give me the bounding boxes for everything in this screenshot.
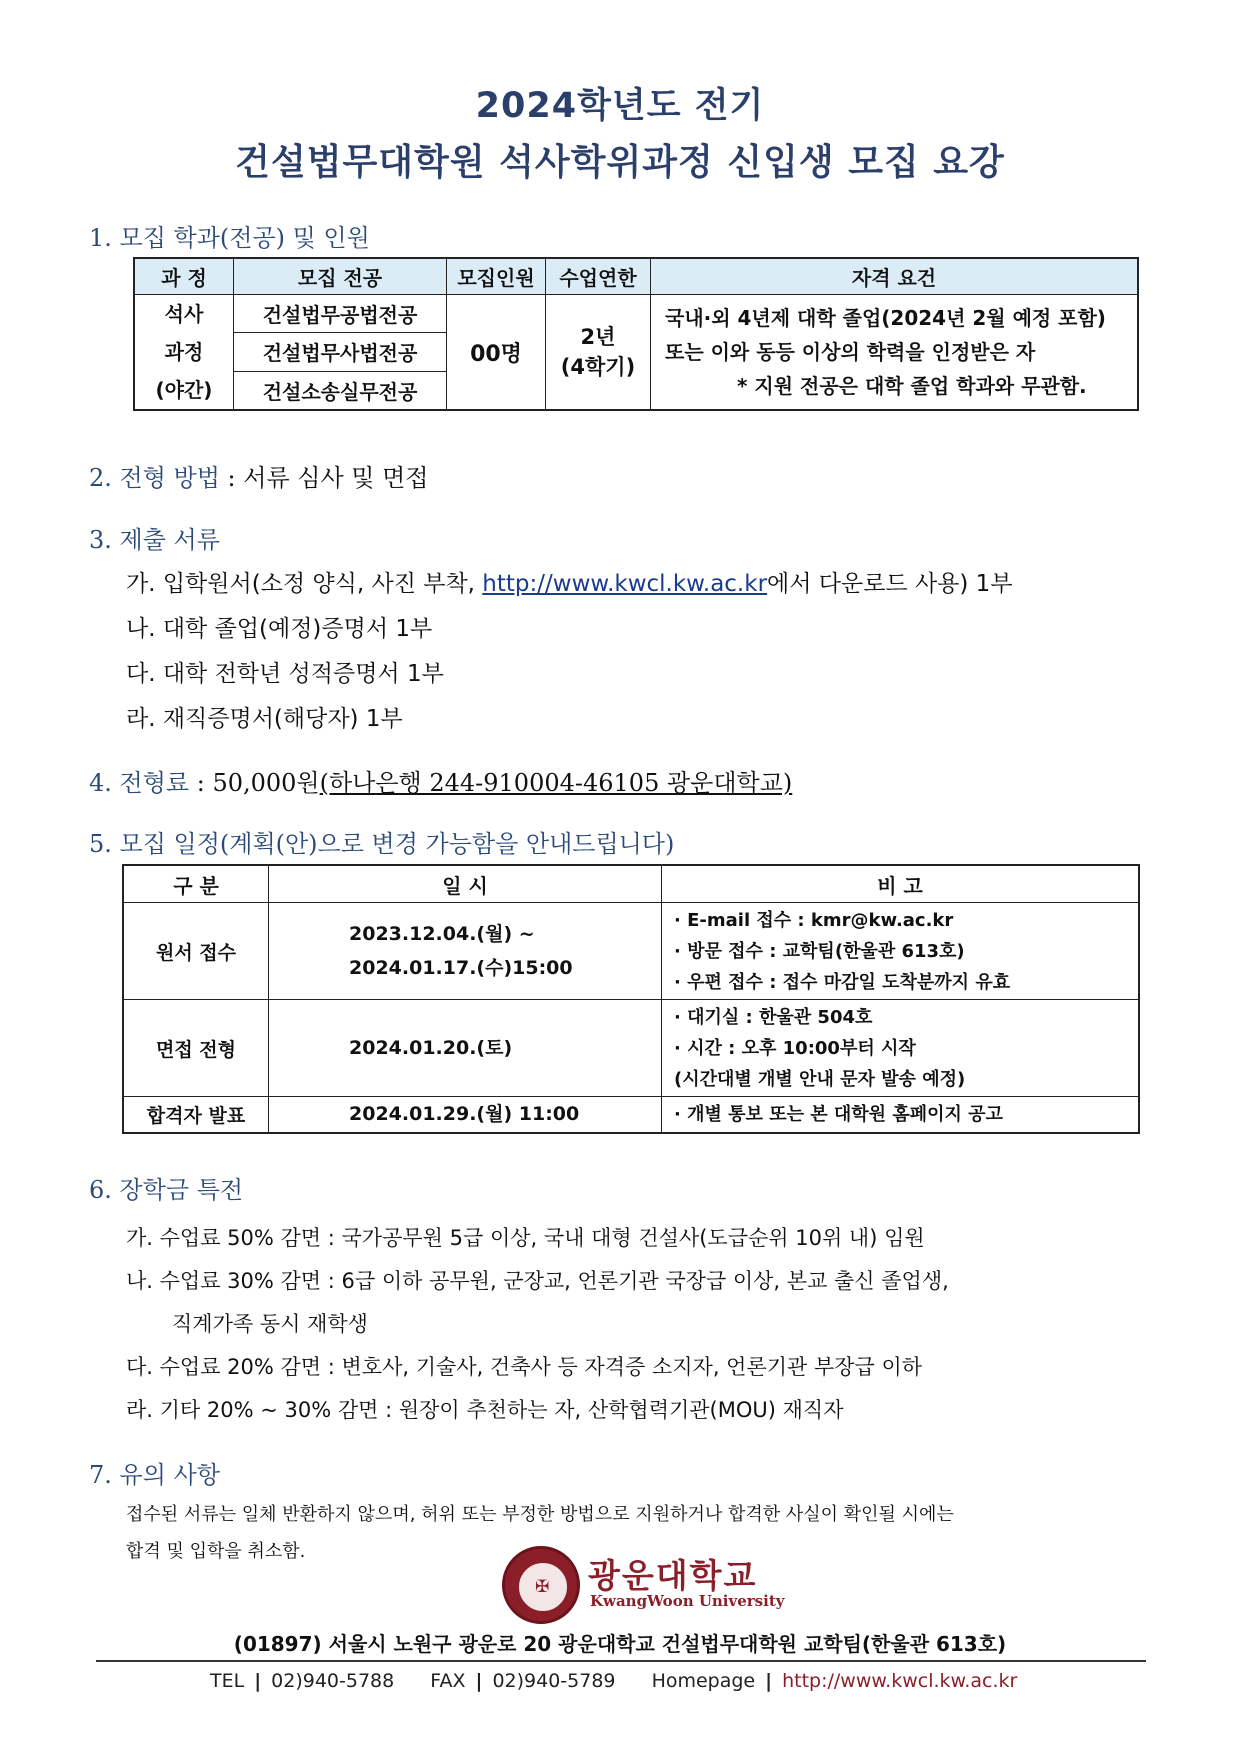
course-line: 석사 <box>164 302 204 326</box>
header-duration: 수업연한 <box>546 258 651 295</box>
course-cell <box>134 295 234 411</box>
section-1-heading: 1. 모집 학과(전공) 및 인원 <box>89 224 370 252</box>
scholarship-na: 나. 수업료 30% 감면 : 6급 이하 공무원, 군장교, 언론기관 국장급 이상, 본교 출신 졸업생, <box>126 1269 949 1293</box>
schedule-notes <box>662 1097 1140 1133</box>
document-item-ga <box>126 565 1013 598</box>
schedule-date-line: 2024.01.29.(월) 11:00 <box>349 1103 580 1126</box>
footer-address: (01897) 서울시 노원구 광운로 20 광운대학교 건설법무대학원 교학팀(한울관 613호) <box>233 1632 1007 1656</box>
schedule-notes <box>662 903 1140 1000</box>
schedule-date <box>269 1097 662 1133</box>
requirement-line: 국내·외 4년제 대학 졸업(2024년 2월 예정 포함) <box>665 306 1106 330</box>
header-quota: 모집인원 <box>447 258 546 295</box>
major-cell: 건설법무사법전공 <box>234 333 447 371</box>
homepage-label: Homepage <box>651 1670 756 1692</box>
course-line: 과정 <box>164 340 204 364</box>
schedule-table <box>122 864 1140 1134</box>
section-2-value: : 서류 심사 및 면접 <box>227 464 429 492</box>
section-7-heading: 7. 유의 사항 <box>89 1461 220 1489</box>
homepage-link[interactable]: http://www.kwcl.kw.ac.kr <box>782 1670 1018 1692</box>
document-item-ra: 라. 재직증명서(해당자) 1부 <box>126 706 403 732</box>
quota-cell: 00명 <box>447 295 546 411</box>
footer-contact: TEL | 02)940-5788 FAX | 02)940-5789 Homepage | http://www.kwcl.kw.ac.kr <box>210 1670 1018 1692</box>
schedule-note: · E-mail 접수 : kmr@kw.ac.kr <box>674 909 954 931</box>
section-5-heading: 5. 모집 일정(계획(안)으로 변경 가능함을 안내드립니다) <box>89 830 675 858</box>
section-6-heading: 6. 장학금 특전 <box>89 1176 244 1204</box>
schedule-note: · 우편 접수 : 접수 마감일 도착분까지 유효 <box>674 971 1011 993</box>
scholarship-ga: 가. 수업료 50% 감면 : 국가공무원 5급 이상, 국내 대형 건설사(도급순위 10위 내) 임원 <box>126 1226 925 1250</box>
fax-label: FAX <box>430 1670 466 1692</box>
section-4-heading <box>89 763 792 798</box>
major-cell: 건설법무공법전공 <box>234 295 447 333</box>
title-line-2: 건설법무대학원 석사학위과정 신입생 모집 요강 <box>235 142 1005 183</box>
fax-number: 02)940-5789 <box>492 1670 616 1692</box>
schedule-header-date: 일 시 <box>269 865 662 903</box>
schedule-date-line: 2024.01.20.(토) <box>349 1037 513 1059</box>
footer-divider <box>96 1660 1146 1662</box>
schedule-date-line: 2024.01.17.(수)15:00 <box>349 957 573 979</box>
header-course: 과 정 <box>134 258 234 295</box>
section-2-label: 2. 전형 방법 <box>89 464 220 492</box>
schedule-category: 면접 전형 <box>123 1000 269 1097</box>
document-ga-text: 에서 다운로드 사용) 1부 <box>767 571 1013 597</box>
tel-number: 02)940-5788 <box>271 1670 395 1692</box>
download-link[interactable]: http://www.kwcl.kw.ac.kr <box>482 571 768 597</box>
schedule-date <box>269 1000 662 1097</box>
document-item-na: 나. 대학 졸업(예정)증명서 1부 <box>126 616 433 642</box>
section-2-heading <box>89 458 428 493</box>
tel-label: TEL <box>210 1670 245 1692</box>
document-item-da: 다. 대학 전학년 성적증명서 1부 <box>126 661 444 687</box>
scholarship-da: 다. 수업료 20% 감면 : 변호사, 기술사, 건축사 등 자격증 소지자, 언론기관 부장급 이하 <box>126 1355 923 1379</box>
schedule-date-line: 2023.12.04.(월) ~ <box>349 923 535 945</box>
section-4-value: : 50,000원 <box>196 769 320 797</box>
schedule-header-notes: 비 고 <box>662 865 1140 903</box>
duration-line: (4학기) <box>560 355 636 379</box>
header-requirements: 자격 요건 <box>651 258 1139 295</box>
title-line-1: 2024학년도 전기 <box>475 86 765 126</box>
university-name-ko: 광운대학교 <box>588 1556 758 1595</box>
university-name-en: KwangWoon University <box>590 1592 785 1610</box>
requirement-note: * 지원 전공은 대학 졸업 학과와 무관함. <box>737 374 1087 398</box>
header-major: 모집 전공 <box>234 258 447 295</box>
university-seal-icon: ✠ <box>502 1546 580 1624</box>
majors-table <box>133 257 1139 411</box>
notice-line-2: 합격 및 입학을 취소함. <box>126 1541 306 1562</box>
schedule-header-category: 구 분 <box>123 865 269 903</box>
section-3-heading: 3. 제출 서류 <box>89 526 220 554</box>
schedule-category: 합격자 발표 <box>123 1097 269 1133</box>
schedule-note: (시간대별 개별 안내 문자 발송 예정) <box>674 1068 966 1090</box>
duration-cell <box>546 295 651 411</box>
schedule-note: · 시간 : 오후 10:00부터 시작 <box>674 1037 916 1059</box>
duration-line: 2년 <box>580 325 616 349</box>
document-ga-text: 가. 입학원서(소정 양식, 사진 부착, <box>126 571 483 597</box>
section-4-label: 4. 전형료 <box>89 769 190 797</box>
requirements-cell <box>651 295 1139 411</box>
schedule-note: · 개별 통보 또는 본 대학원 홈페이지 공고 <box>674 1103 1003 1125</box>
schedule-category: 원서 접수 <box>123 903 269 1000</box>
schedule-notes <box>662 1000 1140 1097</box>
scholarship-ra: 라. 기타 20% ~ 30% 감면 : 원장이 추천하는 자, 산학협력기관(MOU) 재직자 <box>126 1398 844 1422</box>
schedule-date <box>269 903 662 1000</box>
scholarship-na-continued: 직계가족 동시 재학생 <box>172 1312 368 1336</box>
course-line: (야간) <box>155 378 213 402</box>
schedule-note: · 대기실 : 한울관 504호 <box>674 1006 873 1028</box>
notice-line-1: 접수된 서류는 일체 반환하지 않으며, 허위 또는 부정한 방법으로 지원하거나 합격한 사실이 확인될 시에는 <box>126 1504 954 1525</box>
bank-account: (하나은행 244-910004-46105 광운대학교) <box>319 769 793 797</box>
requirement-line: 또는 이와 동등 이상의 학력을 인정받은 자 <box>665 340 1036 364</box>
major-cell: 건설소송실무전공 <box>234 371 447 410</box>
schedule-note: · 방문 접수 : 교학팀(한울관 613호) <box>674 940 965 962</box>
